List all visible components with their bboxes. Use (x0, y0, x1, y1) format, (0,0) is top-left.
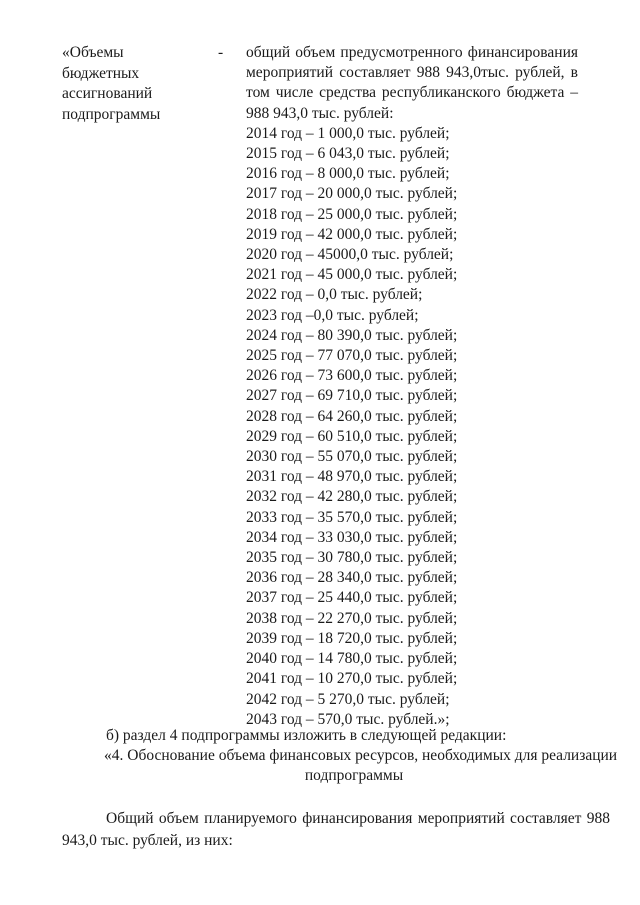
year-funding-item: 2029 год – 60 510,0 тыс. рублей; (246, 427, 458, 445)
year-funding-item: 2035 год – 30 780,0 тыс. рублей; (246, 549, 458, 567)
year-funding-item: 2025 год – 77 070,0 тыс. рублей; (246, 347, 458, 365)
yearly-funding-list (246, 124, 578, 730)
label-line: подпрограммы (62, 105, 161, 123)
section-4-heading (104, 746, 618, 786)
year-funding-item: 2028 год – 64 260,0 тыс. рублей; (246, 407, 458, 425)
year-funding-item: 2038 год – 22 270,0 тыс. рублей; (246, 609, 458, 627)
separator-dash: - (218, 44, 224, 61)
year-funding-item: 2015 год – 6 043,0 тыс. рублей; (246, 145, 450, 163)
year-funding-item: 2014 год – 1 000,0 тыс. рублей; (246, 124, 450, 142)
year-funding-item: 2033 год – 35 570,0 тыс. рублей; (246, 508, 458, 526)
budget-allocations-value (246, 43, 578, 730)
heading-line: «4. Обоснование объема финансовых ресурсов, необходимых для реализации (104, 747, 618, 764)
year-funding-item: 2021 год – 45 000,0 тыс. рублей; (246, 266, 458, 284)
heading-line: подпрограммы (304, 767, 404, 784)
total-funding-paragraph: Общий объем планируемого финансирования мероприятий составляет 988 943,0 тыс. рублей, из них: (62, 810, 610, 849)
year-funding-item: 2023 год –0,0 тыс. рублей; (246, 306, 419, 324)
year-funding-item: 2041 год – 10 270,0 тыс. рублей; (246, 670, 458, 688)
year-funding-item: 2016 год – 8 000,0 тыс. рублей; (246, 165, 450, 183)
year-funding-item: 2039 год – 18 720,0 тыс. рублей; (246, 629, 458, 647)
year-funding-item: 2018 год – 25 000,0 тыс. рублей; (246, 205, 458, 223)
year-funding-item: 2019 год – 42 000,0 тыс. рублей; (246, 225, 458, 243)
year-funding-item: 2026 год – 73 600,0 тыс. рублей; (246, 367, 458, 385)
year-funding-item: 2040 год – 14 780,0 тыс. рублей; (246, 650, 458, 668)
year-funding-item: 2032 год – 42 280,0 тыс. рублей; (246, 488, 458, 506)
year-funding-item: 2043 год – 570,0 тыс. рублей.»; (246, 710, 450, 728)
label-line: «Объемы бюджетных (62, 44, 140, 82)
year-funding-item: 2017 год – 20 000,0 тыс. рублей; (246, 185, 458, 203)
section-b-instruction: б) раздел 4 подпрограммы изложить в следующей редакции: (106, 727, 507, 744)
funding-intro-text: общий объем предусмотренного финансирования мероприятий составляет 988 943,0тыс. рублей, в том числе средства республиканского бюджета – 988 943,0 тыс. рублей: (246, 44, 578, 122)
budget-allocations-label (62, 43, 202, 125)
year-funding-item: 2042 год – 5 270,0 тыс. рублей; (246, 690, 450, 708)
year-funding-item: 2020 год – 45000,0 тыс. рублей; (246, 246, 454, 264)
year-funding-item: 2027 год – 69 710,0 тыс. рублей; (246, 387, 458, 405)
year-funding-item: 2037 год – 25 440,0 тыс. рублей; (246, 589, 458, 607)
year-funding-item: 2036 год – 28 340,0 тыс. рублей; (246, 569, 458, 587)
year-funding-item: 2031 год – 48 970,0 тыс. рублей; (246, 468, 458, 486)
year-funding-item: 2022 год – 0,0 тыс. рублей; (246, 286, 423, 304)
year-funding-item: 2030 год – 55 070,0 тыс. рублей; (246, 448, 458, 466)
year-funding-item: 2034 год – 33 030,0 тыс. рублей; (246, 528, 458, 546)
label-line: ассигнований (62, 85, 153, 102)
year-funding-item: 2024 год – 80 390,0 тыс. рублей; (246, 326, 458, 344)
